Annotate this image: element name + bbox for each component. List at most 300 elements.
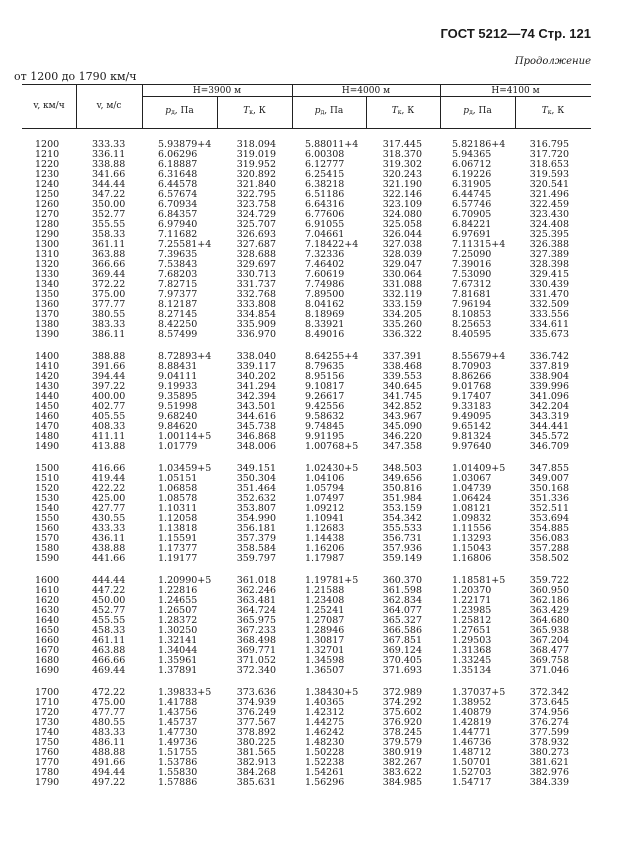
cell-pressure-4100: 6.84221 xyxy=(452,219,492,230)
cell-pressure-4100: 8.86266 xyxy=(452,371,492,382)
cell-speed-ms: 477.77 xyxy=(92,707,126,718)
cell-speed-kmh: 1590 xyxy=(35,553,60,564)
cell-temperature-4000: 353.159 xyxy=(382,503,422,514)
cell-temperature-4100: 317.720 xyxy=(529,149,569,160)
cell-temperature-4100: 376.274 xyxy=(529,717,569,728)
cell-temperature-4000: 339.553 xyxy=(382,371,422,382)
cell-pressure-4000: 9.42556 xyxy=(305,401,345,412)
cell-pressure-4100: 7.96194 xyxy=(452,299,492,310)
cell-pressure-4100: 9.65142 xyxy=(452,421,492,432)
cell-pressure-3900: 7.11682 xyxy=(158,229,198,240)
cell-temperature-4000: 337.391 xyxy=(382,351,422,362)
cell-speed-ms: 497.22 xyxy=(92,777,126,788)
cell-pressure-4100: 6.06712 xyxy=(452,159,492,170)
table-row xyxy=(0,666,621,676)
cell-temperature-4100: 327.389 xyxy=(529,249,569,260)
cell-temperature-3900: 346.868 xyxy=(236,431,276,442)
cell-temperature-4100: 365.938 xyxy=(529,625,569,636)
cell-temperature-4100: 360.950 xyxy=(529,585,569,596)
cell-temperature-4100: 342.204 xyxy=(529,401,569,412)
cell-temperature-3900: 340.202 xyxy=(236,371,276,382)
cell-temperature-3900: 354.990 xyxy=(236,513,276,524)
cell-pressure-3900: 1.32141 xyxy=(158,635,198,646)
cell-speed-ms: 458.33 xyxy=(92,625,126,636)
cell-pressure-4100: 1.06424 xyxy=(452,493,492,504)
cell-speed-ms: 461.11 xyxy=(92,635,126,646)
cell-pressure-3900: 7.53843 xyxy=(158,259,198,270)
cell-pressure-3900: 1.39833+5 xyxy=(158,687,212,698)
cell-speed-ms: 350.00 xyxy=(92,199,126,210)
cell-speed-kmh: 1710 xyxy=(35,697,60,708)
cell-pressure-3900: 7.68203 xyxy=(158,269,198,280)
cell-temperature-4000: 356.731 xyxy=(382,533,422,544)
cell-speed-ms: 363.88 xyxy=(92,249,126,260)
cell-pressure-4000: 1.04106 xyxy=(305,473,345,484)
cell-temperature-4000: 322.146 xyxy=(382,189,422,200)
cell-speed-ms: 347.22 xyxy=(92,189,126,200)
cell-temperature-4000: 341.745 xyxy=(382,391,422,402)
cell-temperature-4100: 356.083 xyxy=(529,533,569,544)
cell-pressure-4100: 1.09832 xyxy=(452,513,492,524)
cell-pressure-4100: 1.38952 xyxy=(452,697,492,708)
cell-temperature-3900: 339.117 xyxy=(236,361,276,372)
cell-pressure-4100: 1.25812 xyxy=(452,615,492,626)
cell-pressure-4100: 1.35134 xyxy=(452,665,492,676)
continuation-label: Продолжение xyxy=(514,56,591,67)
cell-pressure-4100: 1.44771 xyxy=(452,727,492,738)
cell-speed-ms: 391.66 xyxy=(92,361,126,372)
cell-temperature-4100: 324.408 xyxy=(529,219,569,230)
cell-pressure-4000: 1.28946 xyxy=(305,625,345,636)
cell-temperature-3900: 364.724 xyxy=(236,605,276,616)
cell-temperature-4100: 353.694 xyxy=(529,513,569,524)
table-row-group xyxy=(0,576,621,676)
cell-pressure-4100: 8.10853 xyxy=(452,309,492,320)
cell-pressure-4000: 8.79635 xyxy=(305,361,345,372)
cell-pressure-4100: 1.48712 xyxy=(452,747,492,758)
cell-speed-kmh: 1610 xyxy=(35,585,60,596)
cell-pressure-3900: 6.97940 xyxy=(158,219,198,230)
cell-speed-kmh: 1740 xyxy=(35,727,60,738)
cell-temperature-3900: 338.040 xyxy=(236,351,276,362)
cell-temperature-4000: 320.243 xyxy=(382,169,422,180)
cell-pressure-3900: 8.57499 xyxy=(158,329,198,340)
cell-speed-kmh: 1370 xyxy=(35,309,60,320)
cell-speed-ms: 408.33 xyxy=(92,421,126,432)
cell-speed-ms: 372.22 xyxy=(92,279,126,290)
cell-speed-kmh: 1380 xyxy=(35,319,60,330)
cell-speed-kmh: 1330 xyxy=(35,269,60,280)
cell-temperature-4000: 375.602 xyxy=(382,707,422,718)
col-header-pressure: $p_д$, Па xyxy=(314,106,344,116)
cell-temperature-3900: 385.631 xyxy=(236,777,276,788)
cell-pressure-3900: 1.28372 xyxy=(158,615,198,626)
cell-speed-kmh: 1340 xyxy=(35,279,60,290)
cell-temperature-4100: 367.204 xyxy=(529,635,569,646)
cell-pressure-3900: 1.01779 xyxy=(158,441,198,452)
cell-temperature-4000: 350.816 xyxy=(382,483,422,494)
cell-pressure-4100: 6.44745 xyxy=(452,189,492,200)
cell-pressure-3900: 5.93879+4 xyxy=(158,139,212,150)
cell-temperature-4000: 380.919 xyxy=(382,747,422,758)
cell-temperature-4000: 326.044 xyxy=(382,229,422,240)
cell-speed-ms: 436.11 xyxy=(92,533,126,544)
cell-pressure-3900: 9.35895 xyxy=(158,391,198,402)
cell-pressure-4000: 8.64255+4 xyxy=(305,351,359,362)
cell-temperature-3900: 328.688 xyxy=(236,249,276,260)
cell-temperature-4000: 318.370 xyxy=(382,149,422,160)
table-row-group xyxy=(0,688,621,788)
cell-speed-kmh: 1290 xyxy=(35,229,60,240)
cell-pressure-4000: 1.48230 xyxy=(305,737,345,748)
cell-speed-kmh: 1430 xyxy=(35,381,60,392)
cell-pressure-4100: 1.23985 xyxy=(452,605,492,616)
cell-temperature-4100: 374.956 xyxy=(529,707,569,718)
cell-temperature-3900: 329.697 xyxy=(236,259,276,270)
cell-temperature-3900: 373.636 xyxy=(236,687,276,698)
col-header-v-ms: v, м/с xyxy=(96,101,122,111)
cell-pressure-4100: 8.40595 xyxy=(452,329,492,340)
cell-pressure-4000: 1.52238 xyxy=(305,757,345,768)
cell-speed-ms: 341.66 xyxy=(92,169,126,180)
cell-temperature-4000: 324.080 xyxy=(382,209,422,220)
cell-temperature-4100: 373.645 xyxy=(529,697,569,708)
cell-pressure-4100: 6.19226 xyxy=(452,169,492,180)
cell-temperature-4100: 335.673 xyxy=(529,329,569,340)
cell-speed-ms: 402.77 xyxy=(92,401,126,412)
cell-temperature-3900: 323.758 xyxy=(236,199,276,210)
cell-temperature-3900: 352.632 xyxy=(236,493,276,504)
cell-temperature-4000: 346.220 xyxy=(382,431,422,442)
cell-temperature-4000: 347.358 xyxy=(382,441,422,452)
cell-pressure-4100: 1.42819 xyxy=(452,717,492,728)
cell-temperature-4000: 338.468 xyxy=(382,361,422,372)
cell-temperature-4100: 336.742 xyxy=(529,351,569,362)
cell-temperature-4100: 354.885 xyxy=(529,523,569,534)
cell-speed-kmh: 1220 xyxy=(35,159,60,170)
cell-pressure-4100: 1.50701 xyxy=(452,757,492,768)
cell-pressure-4000: 1.02430+5 xyxy=(305,463,359,474)
table-row xyxy=(0,330,621,340)
cell-speed-ms: 419.44 xyxy=(92,473,126,484)
cell-temperature-3900: 330.713 xyxy=(236,269,276,280)
cell-pressure-3900: 9.84620 xyxy=(158,421,198,432)
cell-temperature-4000: 379.579 xyxy=(382,737,422,748)
cell-temperature-3900: 341.294 xyxy=(236,381,276,392)
cell-pressure-3900: 8.27145 xyxy=(158,309,198,320)
cell-pressure-3900: 1.37891 xyxy=(158,665,198,676)
cell-pressure-3900: 1.55830 xyxy=(158,767,198,778)
cell-pressure-4100: 1.08121 xyxy=(452,503,492,514)
cell-temperature-4100: 320.541 xyxy=(529,179,569,190)
cell-speed-ms: 394.44 xyxy=(92,371,126,382)
cell-pressure-4100: 1.01409+5 xyxy=(452,463,506,474)
cell-speed-ms: 355.55 xyxy=(92,219,126,230)
cell-pressure-3900: 7.39635 xyxy=(158,249,198,260)
cell-speed-ms: 397.22 xyxy=(92,381,126,392)
cell-speed-kmh: 1250 xyxy=(35,189,60,200)
cell-speed-kmh: 1470 xyxy=(35,421,60,432)
cell-temperature-3900: 332.768 xyxy=(236,289,276,300)
table-row-group xyxy=(0,240,621,340)
cell-temperature-4100: 329.415 xyxy=(529,269,569,280)
cell-temperature-3900: 325.707 xyxy=(236,219,276,230)
cell-speed-ms: 422.22 xyxy=(92,483,126,494)
cell-temperature-4000: 369.124 xyxy=(382,645,422,656)
cell-temperature-4000: 364.077 xyxy=(382,605,422,616)
cell-speed-ms: 491.66 xyxy=(92,757,126,768)
cell-speed-ms: 447.22 xyxy=(92,585,126,596)
cell-speed-ms: 380.55 xyxy=(92,309,126,320)
cell-temperature-4000: 349.656 xyxy=(382,473,422,484)
cell-pressure-4100: 9.33183 xyxy=(452,401,492,412)
cell-pressure-3900: 9.68240 xyxy=(158,411,198,422)
cell-speed-kmh: 1390 xyxy=(35,329,60,340)
cell-temperature-4100: 343.319 xyxy=(529,411,569,422)
cell-speed-kmh: 1210 xyxy=(35,149,60,160)
cell-pressure-4100: 1.37037+5 xyxy=(452,687,506,698)
cell-temperature-4100: 328.398 xyxy=(529,259,569,270)
cell-pressure-4100: 5.82186+4 xyxy=(452,139,506,150)
cell-pressure-4000: 9.91195 xyxy=(305,431,345,442)
cell-temperature-4000: 345.090 xyxy=(382,421,422,432)
col-header-pressure: $p_д$, Па xyxy=(165,106,194,116)
cell-pressure-4000: 1.12683 xyxy=(305,523,345,534)
cell-pressure-3900: 1.05151 xyxy=(158,473,198,484)
cell-pressure-4100: 1.46736 xyxy=(452,737,492,748)
cell-pressure-3900: 1.20990+5 xyxy=(158,575,212,586)
cell-speed-kmh: 1700 xyxy=(35,687,60,698)
cell-temperature-4100: 369.758 xyxy=(529,655,569,666)
cell-temperature-4100: 322.459 xyxy=(529,199,569,210)
cell-temperature-4100: 344.441 xyxy=(529,421,569,432)
cell-speed-kmh: 1500 xyxy=(35,463,60,474)
col-header-temperature: $T_к$, К xyxy=(243,106,266,116)
cell-pressure-4000: 7.60619 xyxy=(305,269,345,280)
cell-pressure-4000: 7.74986 xyxy=(305,279,345,290)
cell-pressure-3900: 1.45737 xyxy=(158,717,198,728)
cell-temperature-3900: 357.379 xyxy=(236,533,276,544)
cell-pressure-4000: 8.04162 xyxy=(305,299,345,310)
table-row xyxy=(0,442,621,452)
cell-temperature-4000: 367.851 xyxy=(382,635,422,646)
cell-temperature-3900: 378.892 xyxy=(236,727,276,738)
cell-speed-kmh: 1530 xyxy=(35,493,60,504)
cell-temperature-4000: 366.586 xyxy=(382,625,422,636)
cell-pressure-4000: 1.40365 xyxy=(305,697,345,708)
cell-speed-ms: 430.55 xyxy=(92,513,126,524)
cell-speed-ms: 358.33 xyxy=(92,229,126,240)
cell-pressure-4000: 6.77606 xyxy=(305,209,345,220)
cell-temperature-4100: 384.339 xyxy=(529,777,569,788)
header-top-rule xyxy=(22,84,591,85)
cell-temperature-3900: 324.729 xyxy=(236,209,276,220)
cell-speed-kmh: 1400 xyxy=(35,351,60,362)
cell-temperature-3900: 321.840 xyxy=(236,179,276,190)
cell-temperature-3900: 380.225 xyxy=(236,737,276,748)
cell-pressure-4000: 1.46242 xyxy=(305,727,345,738)
table-row-group xyxy=(0,140,621,240)
col-header-altitude-2: H=4000 м xyxy=(341,86,391,96)
cell-pressure-4000: 1.36507 xyxy=(305,665,345,676)
cell-temperature-4000: 370.405 xyxy=(382,655,422,666)
cell-temperature-4000: 340.645 xyxy=(382,381,422,392)
cell-temperature-3900: 362.246 xyxy=(236,585,276,596)
cell-temperature-4000: 333.159 xyxy=(382,299,422,310)
cell-pressure-4100: 1.20370 xyxy=(452,585,492,596)
cell-temperature-4000: 336.322 xyxy=(382,329,422,340)
cell-pressure-4000: 6.25415 xyxy=(305,169,345,180)
cell-pressure-4100: 8.25653 xyxy=(452,319,492,330)
cell-pressure-4000: 1.50228 xyxy=(305,747,345,758)
cell-temperature-4000: 317.445 xyxy=(382,139,422,150)
standard-header: ГОСТ 5212—74 Стр. 121 xyxy=(440,26,591,41)
cell-pressure-3900: 1.12058 xyxy=(158,513,198,524)
cell-pressure-3900: 1.15591 xyxy=(158,533,198,544)
cell-pressure-4100: 9.49095 xyxy=(452,411,492,422)
cell-temperature-4100: 337.819 xyxy=(529,361,569,372)
cell-speed-kmh: 1420 xyxy=(35,371,60,382)
col-header-temperature: $T_к$, К xyxy=(541,106,565,116)
cell-speed-ms: 472.22 xyxy=(92,687,126,698)
cell-speed-ms: 433.33 xyxy=(92,523,126,534)
cell-pressure-4000: 1.38430+5 xyxy=(305,687,359,698)
cell-temperature-4100: 371.046 xyxy=(529,665,569,676)
col-header-altitude-3: H=4100 м xyxy=(491,86,540,96)
cell-speed-ms: 338.88 xyxy=(92,159,126,170)
cell-pressure-3900: 8.72893+4 xyxy=(158,351,212,362)
cell-temperature-4000: 325.058 xyxy=(382,219,422,230)
cell-temperature-4100: 330.439 xyxy=(529,279,569,290)
col-header-altitude-1: H=3900 м xyxy=(192,86,242,96)
cell-pressure-4100: 9.97640 xyxy=(452,441,492,452)
cell-pressure-4000: 1.44275 xyxy=(305,717,345,728)
cell-pressure-3900: 1.57886 xyxy=(158,777,198,788)
cell-temperature-3900: 318.094 xyxy=(236,139,276,150)
header-bottom-rule xyxy=(22,128,591,129)
cell-temperature-4000: 329.047 xyxy=(382,259,422,270)
col-header-v-kmh: v, км/ч xyxy=(33,101,65,111)
cell-temperature-3900: 348.006 xyxy=(236,441,276,452)
cell-pressure-4100: 6.97691 xyxy=(452,229,492,240)
cell-temperature-4100: 358.502 xyxy=(529,553,569,564)
cell-speed-kmh: 1730 xyxy=(35,717,60,728)
cell-temperature-4100: 321.496 xyxy=(529,189,569,200)
cell-pressure-4000: 7.32336 xyxy=(305,249,345,260)
cell-temperature-3900: 367.233 xyxy=(236,625,276,636)
cell-temperature-3900: 353.807 xyxy=(236,503,276,514)
cell-temperature-3900: 376.249 xyxy=(236,707,276,718)
cell-speed-ms: 413.88 xyxy=(92,441,126,452)
cell-pressure-4000: 1.19781+5 xyxy=(305,575,359,586)
cell-pressure-4100: 1.22171 xyxy=(452,595,492,606)
cell-speed-kmh: 1450 xyxy=(35,401,60,412)
cell-temperature-4100: 331.470 xyxy=(529,289,569,300)
cell-temperature-4100: 341.096 xyxy=(529,391,569,402)
cell-temperature-3900: 359.797 xyxy=(236,553,276,564)
cell-pressure-4000: 1.34598 xyxy=(305,655,345,666)
cell-pressure-3900: 6.57674 xyxy=(158,189,198,200)
cell-speed-kmh: 1280 xyxy=(35,219,60,230)
cell-temperature-4100: 347.855 xyxy=(529,463,569,474)
cell-temperature-4100: 377.599 xyxy=(529,727,569,738)
cell-speed-ms: 438.88 xyxy=(92,543,126,554)
cell-speed-kmh: 1780 xyxy=(35,767,60,778)
cell-speed-ms: 486.11 xyxy=(92,737,126,748)
cell-pressure-4000: 8.18969 xyxy=(305,309,345,320)
cell-temperature-4000: 319.302 xyxy=(382,159,422,170)
cell-temperature-4000: 355.533 xyxy=(382,523,422,534)
cell-pressure-4100: 1.27651 xyxy=(452,625,492,636)
cell-pressure-4000: 9.10817 xyxy=(305,381,345,392)
cell-speed-kmh: 1580 xyxy=(35,543,60,554)
cell-speed-ms: 483.33 xyxy=(92,727,126,738)
cell-temperature-4000: 328.039 xyxy=(382,249,422,260)
cell-pressure-4000: 8.33921 xyxy=(305,319,345,330)
cell-pressure-3900: 1.43756 xyxy=(158,707,198,718)
cell-temperature-4100: 319.593 xyxy=(529,169,569,180)
cell-speed-kmh: 1440 xyxy=(35,391,60,402)
cell-temperature-4100: 326.388 xyxy=(529,239,569,250)
cell-pressure-4100: 5.94365 xyxy=(452,149,492,160)
cell-temperature-4100: 357.288 xyxy=(529,543,569,554)
cell-temperature-3900: 334.854 xyxy=(236,309,276,320)
cell-speed-kmh: 1460 xyxy=(35,411,60,422)
cell-speed-kmh: 1510 xyxy=(35,473,60,484)
cell-pressure-4100: 7.81681 xyxy=(452,289,492,300)
cell-speed-kmh: 1410 xyxy=(35,361,60,372)
cell-temperature-3900: 384.268 xyxy=(236,767,276,778)
cell-temperature-3900: 319.952 xyxy=(236,159,276,170)
cell-speed-kmh: 1690 xyxy=(35,665,60,676)
cell-temperature-3900: 358.584 xyxy=(236,543,276,554)
cell-pressure-4100: 1.29503 xyxy=(452,635,492,646)
cell-speed-kmh: 1770 xyxy=(35,757,60,768)
cell-speed-kmh: 1200 xyxy=(35,139,60,150)
cell-temperature-4000: 372.989 xyxy=(382,687,422,698)
cell-pressure-4000: 7.46402 xyxy=(305,259,345,270)
cell-pressure-4100: 7.25090 xyxy=(452,249,492,260)
cell-pressure-4000: 9.74845 xyxy=(305,421,345,432)
cell-pressure-3900: 1.53786 xyxy=(158,757,198,768)
cell-pressure-3900: 6.18887 xyxy=(158,159,198,170)
cell-pressure-4100: 1.04739 xyxy=(452,483,492,494)
cell-speed-ms: 427.77 xyxy=(92,503,126,514)
cell-speed-kmh: 1540 xyxy=(35,503,60,514)
cell-pressure-3900: 1.13818 xyxy=(158,523,198,534)
cell-speed-kmh: 1520 xyxy=(35,483,60,494)
cell-temperature-3900: 381.565 xyxy=(236,747,276,758)
cell-pressure-3900: 6.06296 xyxy=(158,149,198,160)
cell-speed-ms: 469.44 xyxy=(92,665,126,676)
cell-pressure-3900: 7.97377 xyxy=(158,289,198,300)
cell-pressure-4000: 1.21588 xyxy=(305,585,345,596)
cell-speed-ms: 344.44 xyxy=(92,179,126,190)
cell-speed-kmh: 1260 xyxy=(35,199,60,210)
cell-speed-kmh: 1300 xyxy=(35,239,60,250)
cell-pressure-3900: 1.35961 xyxy=(158,655,198,666)
cell-temperature-4000: 334.205 xyxy=(382,309,422,320)
cell-speed-ms: 361.11 xyxy=(92,239,126,250)
cell-pressure-4000: 1.27087 xyxy=(305,615,345,626)
cell-temperature-4000: 382.267 xyxy=(382,757,422,768)
cell-pressure-3900: 8.12187 xyxy=(158,299,198,310)
cell-speed-ms: 441.66 xyxy=(92,553,126,564)
cell-pressure-3900: 9.19933 xyxy=(158,381,198,392)
cell-speed-ms: 336.11 xyxy=(92,149,126,160)
cell-pressure-4100: 9.01768 xyxy=(452,381,492,392)
cell-pressure-3900: 7.25581+4 xyxy=(158,239,212,250)
